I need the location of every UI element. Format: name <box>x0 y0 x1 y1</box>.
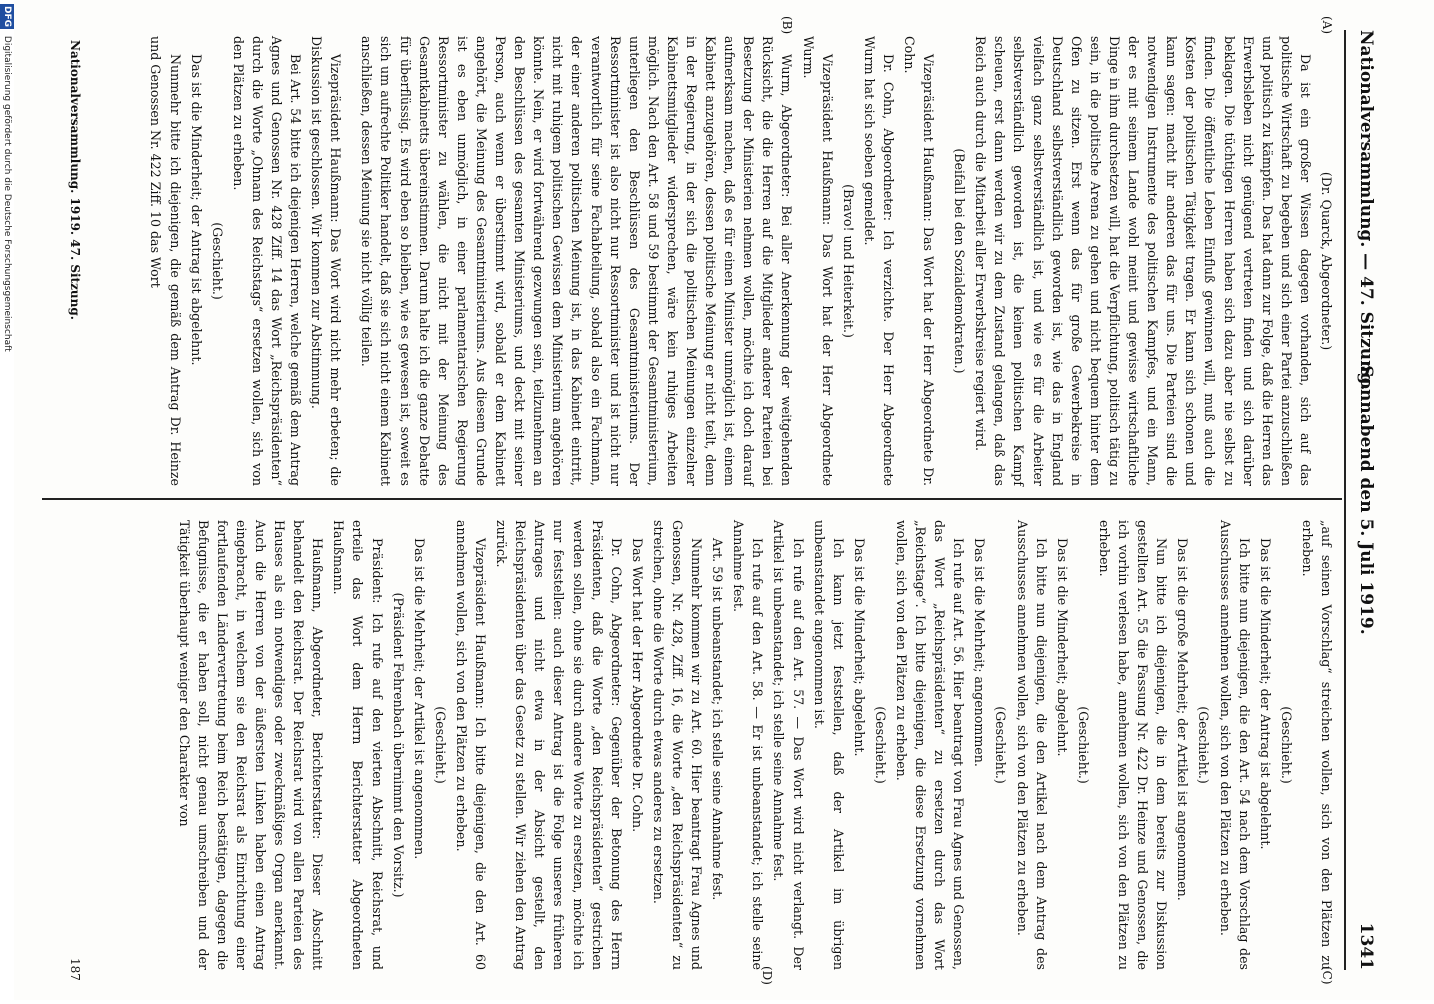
left-column <box>144 36 1336 486</box>
header-page-number: 1341 <box>1356 922 1376 970</box>
paragraph: Haußmann, Abgeordneter, Berichterstatter: Dieser Abschnitt behandelt den Reichsrat. Der Reichsrat wird von allen Parteien des Hauses als ein notwendiges oder zweckmäßiges Organ anerkannt. Auch die Herren von der äußersten Linken haben einen Antrag eingebracht, in welchem sie den Reichsrat als Einrichtung einer fortlaufenden Ländervertretung beim Reich bestätigen, dagegen die Befugnisse, die er haben soll, nicht genau umschreiben und der Tätigkeit überhaupt weniger den Charakter von <box>176 520 326 970</box>
action-note: (Geschieht.) <box>872 706 888 784</box>
paragraph: „auf seinen Vorschlag“ streichen wollen, sich von den Plätzen zu erheben. <box>1299 520 1334 970</box>
paragraph: Da ist ein großer Wissen dagegen vorhanden, sich auf das politische Wirtschaft zu begeben und sich einer Partei anzuschließen und politisch zu kämpfen. Das hat dann zur Folge, daß die Herren das Erwerbsleben nicht genügend vertreten finden und sich darüber beklagen. Die tüchtigen Herren haben sich dazu aber nie selbst zu finden. Die öffentliche Leben Einfluß gewinnen will, muß auch die Kosten der politischen Tätigkeit tragen. Er kann sich schonen und kann sagen: macht ihr anderen das für uns. Die Parteien sind die notwendigen Instrumente des politischen Kampfes, und ein Mann, der es mit seinem Lande wohl meint und gewisse wirtschaftliche Dinge in ihm durchsetzen will, hat die Verpflichtung, politisch tätig zu sein, in die politische Arena zu gehen und nicht bequem hinter dem Ofen zu sitzen. Erst wenn das für große Gewerbekreise in Deutschland selbstverständlich geworden ist, wie das in England vielfach ganz selbstverständlich ist, und wie es für die Arbeiter selbstverständlich geworden ist, die keinen politischen Kampf scheuen, erst dann werden wir zu dem Zustand gelangen, daß das Reich auch durch die Mitarbeit aller Erwerbskreise regiert wird. <box>973 36 1313 486</box>
action-note: (Geschieht.) <box>993 706 1009 784</box>
footer-left: Nationalversammlung. 1919. 47. Sitzung. <box>68 40 82 320</box>
paragraph: Vizepräsident Haußmann: Das Wort hat der Herr Abgeordnete Dr. Cohn. <box>902 36 937 486</box>
paragraph: Vizepräsident Haußmann: Das Wort wird nicht mehr erbeten; die Diskussion ist geschlossen. Wir kommen zur Abstimmung. <box>309 36 344 486</box>
paragraph: Ich rufe auf den Art. 58. — Er ist unbeanstandet; ich stelle seine Annahme fest. <box>731 520 766 970</box>
paragraph: Das ist die Mehrheit; angenommen. <box>972 538 988 767</box>
action-note: (Geschieht.) <box>1075 706 1091 784</box>
paragraph: Ich bitte nun diejenigen, die den Artikel nach dem Antrag des Ausschusses annehmen wollen, sich von den Plätzen zu erheben. <box>1014 520 1049 970</box>
action-note: (Geschieht.) <box>432 706 448 784</box>
paragraph: Ich rufe auf Art. 56. Hier beantragt von Frau Agnes und Genossen, das Wort „Reichspräsidenten“ zu ersetzen durch das Wort „Reichstage“. Ich bitte diejenigen, die diese Ersetzung vornehmen wollen, sich von den Plätzen zu erheben. <box>894 520 967 970</box>
paragraph: Das ist die große Mehrheit; der Artikel ist angenommen. <box>1175 538 1191 901</box>
paragraph: Ich bitte nun diejenigen, die den Art. 54 nach dem Vorschlag des Ausschusses annehmen wollen, sich von den Plätzen zu erheben. <box>1217 520 1252 970</box>
paragraph: Das Wort hat der Herr Abgeordnete Dr. Cohn. <box>629 538 645 833</box>
paragraph: Ich rufe auf den Art. 57. — Das Wort wird nicht verlangt. Der Artikel ist unbeanstandet; ich stelle seine Annahme fest. <box>771 520 806 970</box>
margin-mark-d: (D) <box>760 966 774 985</box>
digitization-note-text: Digitalisierung gefördert durch die Deutsche Forschungsgemeinschaft <box>2 35 12 352</box>
paragraph: Nun bitte ich diejenigen, die in dem bereits zur Diskussion gestellten Art. 55 die Fassung Nr. 422 Dr. Heinze und Genossen, die ich vorhin verlesen habe, annehmen wollen, sich von den Plätzen zu erheben. <box>1096 520 1170 970</box>
margin-mark-a: (A) <box>1320 16 1334 35</box>
footer-page-number: 187 <box>68 958 82 981</box>
paragraph: Das ist die Minderheit; der Antrag ist abgelehnt. <box>188 54 204 366</box>
paragraph: Ich kann jetzt feststellen, daß der Artikel im übrigen unbeanstandet angenommen ist. <box>811 520 846 970</box>
paragraph: Art. 59 ist unbeanstandet; ich stelle seine Annahme fest. <box>710 538 726 901</box>
paragraph: Das ist die Minderheit; abgelehnt. <box>851 538 867 757</box>
reaction-note: (Bravo! und Heiterkeit.) <box>840 184 856 338</box>
action-note: (Geschieht.) <box>1196 706 1212 784</box>
paragraph: Das ist die Minderheit; abgelehnt. <box>1054 538 1070 757</box>
applause-note: (Beifall bei den Sozialdemokraten.) <box>952 148 968 374</box>
action-note: (Geschieht.) <box>209 222 225 300</box>
column-divider <box>42 498 1342 500</box>
action-note: (Geschieht.) <box>1278 706 1294 784</box>
header-rule <box>1344 30 1346 970</box>
paragraph: Dr. Cohn, Abgeordneter: Gegenüber der Betonung des Herrn Präsidenten, daß die Worte „den Reichspräsidenten“ gestrichen werden sollen, ohne sie durch andere Worte zu ersetzen, möchte ich nur feststellen: auch dieser Antrag ist die Folge unseres früheren Antrages und nicht etwa in der Absicht gestellt, den Reichspräsidenten über das Gesetz zu stellen. Wir ziehen den Antrag zurück. <box>494 520 624 970</box>
right-column <box>173 520 1336 970</box>
paragraph: Präsident: Ich rufe auf den vierten Abschnitt, Reichsrat, und erteile das Wort dem Herrn Berichterstatter Abgeordneten Haußmann. <box>331 520 385 970</box>
paragraph: Dr. Cohn, Abgeordneter: Ich verzichte. Der Herr Abgeordnete Wurm hat sich soeben gemeldet. <box>861 36 896 486</box>
margin-mark-c: (C) <box>1320 966 1334 985</box>
paragraph: Nunmehr bitte ich diejenigen, die gemäß dem Antrag Dr. Heinze und Genossen Nr. 422 Ziff. 10 das Wort <box>148 36 183 486</box>
dfg-logo: DFG <box>2 6 12 28</box>
paragraph: Das ist die Mehrheit; der Artikel ist angenommen. <box>411 538 427 860</box>
paragraph: Bei Art. 54 bitte ich diejenigen Herren, welche gemäß dem Antrag Agnes und Genossen Nr. 428 Ziff. 14 das Wort „Reichspräsidenten“ durch die Worte „Ohnam des Reichstags“ ersetzen wollen, sich von den Plätzen zu erheben. <box>230 36 304 486</box>
paragraph: Nunmehr kommen wir zu Art. 60. Hier beantragt Frau Agnes und Genossen, Nr. 428, Ziff. 16, die Worte „den Reichspräsidenten“ zu streichen, ohne die Worte durch etwas anderes zu ersetzen. <box>650 520 705 970</box>
paragraph: Vizepräsident Haußmann: Das Wort hat der Herr Abgeordnete Wurm. <box>800 36 835 486</box>
header-left: Nationalversammlung. — 47. Sitzung. <box>1356 30 1376 391</box>
digitization-note <box>0 0 14 1004</box>
chair-note: (Präsident Fehrenbach übernimmt den Vorsitz.) <box>390 592 406 898</box>
margin-mark-b: (B) <box>780 16 794 35</box>
header-center: Sonnabend den 5. Juli 1919. <box>1356 365 1376 635</box>
paragraph: Vizepräsident Haußmann: Ich bitte diejenigen, die den Art. 60 annehmen wollen, sich von den Plätzen zu erheben. <box>453 520 489 970</box>
paragraph: Wurm, Abgeordneter: Bei aller Anerkennung der weitgehenden Rücksicht, die die Herren auf die Mitglieder anderer Parteien bei Besetzung der Ministerien nehmen wollen, möchte ich doch darauf aufmerksam machen, daß es für einen Minister unmöglich ist, einem Kabinett anzugehören, dessen politische Meinung er nicht teilt, denn in der Regierung, in der sich die politischen Meinungen einzelner Kabinettsmitglieder widersprechen, wäre kein ruhiges Arbeiten möglich. Nach den Art. 58 und 59 bestimmt der Gesamtministerium, unterliegen den Beschlüssen des Gesamtministeriums. Der Ressortminister ist also nicht nur Ressortminister und ist nicht nur verantwortlich für seine Fachabteilung, sobald also ein Fachmann, der einer anderen politischen Meinung ist, in das Kabinett eintritt, nicht mit ruhigem politischen Gewissen dem Ministerium angehören könnte. Nein, er wird fortwährend gezwungen sein, teilzunehmen an den Beschlüssen des gesamten Ministeriums, und deckt mit seiner Person, auch wenn er überstimmt wird, sobald er dem Kabinett angehört, die Meinung des Gesamtministeriums. Aus diesem Grunde ist es eben unmöglich, in einer parlamentarischen Regierung Ressortminister zu wählen, die nicht mit der Meinung des Gesamtkabinetts übereinstimmen. Darum halte ich die ganze Debatte für überflüssig. Es wird eben so bleiben, wie es gewesen ist, soweit es sich um aufrechte Politiker handelt, daß sie sich nicht einem Kabinett anschließen, dessen Meinung sie nicht völlig teilen. <box>359 36 795 486</box>
page-header <box>1350 30 1376 970</box>
paragraph: Das ist die Minderheit; der Antrag ist abgelehnt. <box>1257 538 1273 850</box>
speaker-note: (Dr. Quarck, Abgeordneter.) <box>1319 171 1334 351</box>
